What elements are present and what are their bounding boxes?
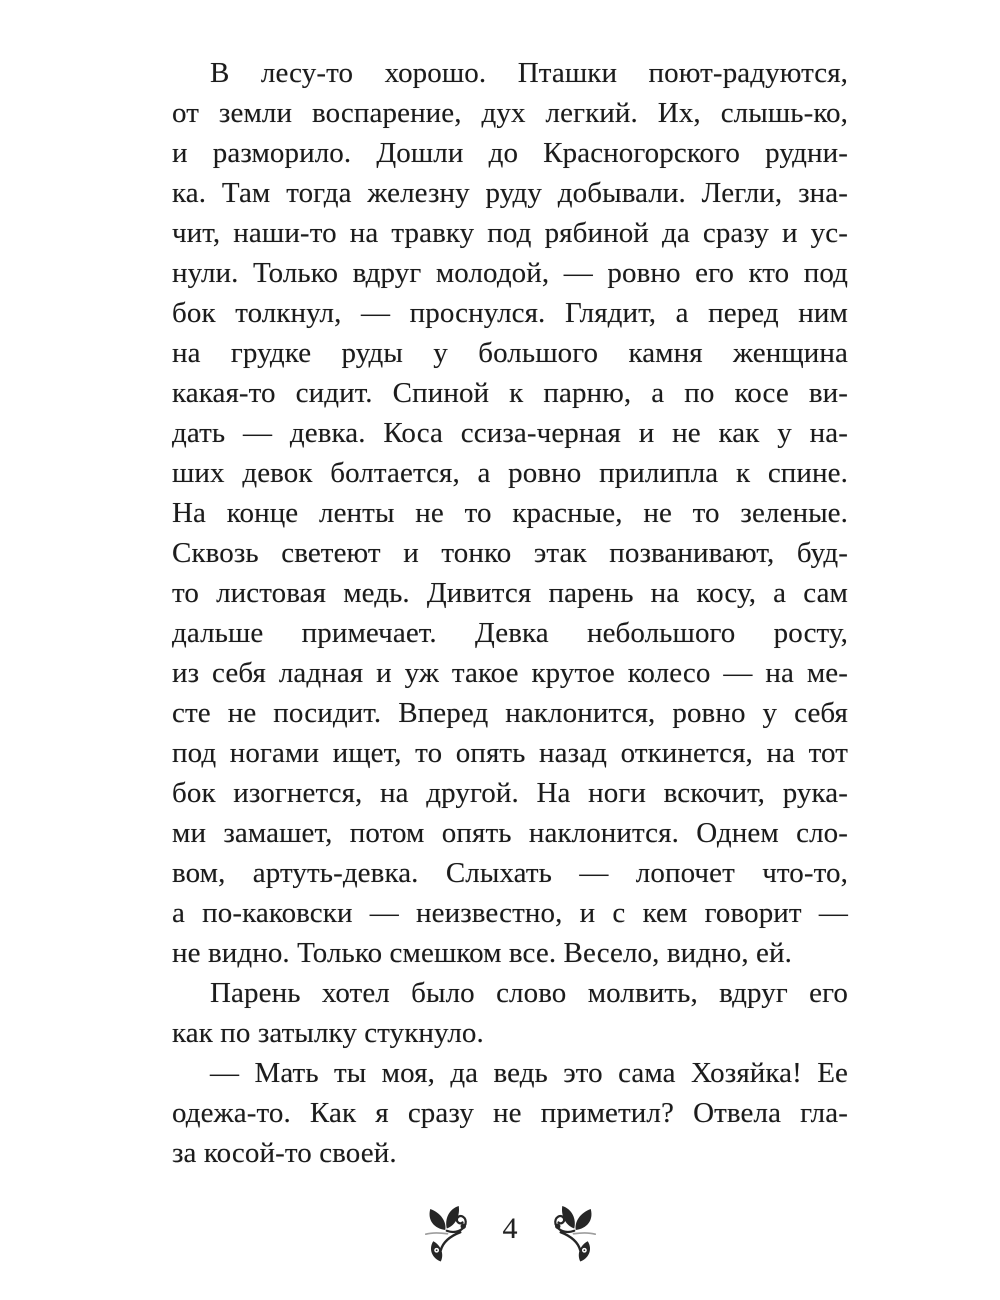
text-line: вом, артуть-девка. Слыхать — лопочет что-то, (172, 857, 848, 889)
text-line: Сквозь светеют и тонко этак позванивают, буд- (172, 537, 848, 569)
text-line: бок изогнется, на другой. На ноги вскочит, рука- (172, 777, 848, 809)
floral-fleuron-left-icon (425, 1202, 473, 1264)
paragraph (172, 1053, 848, 1173)
text-line: — Мать ты моя, да ведь это сама Хозяйка! Ее (210, 1057, 848, 1089)
paragraph (172, 53, 848, 973)
text-line: от земли воспарение, дух легкий. Их, слышь-ко, (172, 97, 848, 129)
text-line: На конце ленты не то красные, не то зеленые. (172, 497, 848, 529)
text-line: на грудке руды у большого камня женщина (172, 337, 848, 369)
text-line: В лесу-то хорошо. Пташки поют-радуются, (210, 57, 848, 89)
text-line: ми замашет, потом опять наклонится. Однем сло- (172, 817, 848, 849)
page-text (172, 53, 848, 1173)
text-line: дать — девка. Коса ссиза-черная и не как у на- (172, 417, 848, 449)
text-line: ших девок болтается, а ровно прилипла к спине. (172, 457, 848, 489)
text-line: за косой-то своей. (172, 1137, 397, 1169)
text-line: и разморило. Дошли до Красногорского рудни- (172, 137, 848, 169)
text-line: сте не посидит. Вперед наклонится, ровно у себя (172, 697, 848, 729)
text-line: ка. Там тогда железну руду добывали. Легли, зна- (172, 177, 848, 209)
text-line: бок толкнул, — проснулся. Глядит, а перед ним (172, 297, 848, 329)
paragraph (172, 973, 848, 1053)
text-line: дальше примечает. Девка небольшого росту, (172, 617, 848, 649)
text-line: под ногами ищет, то опять назад откинется, на тот (172, 737, 848, 769)
text-line: из себя ладная и уж такое крутое колесо — на ме- (172, 657, 848, 689)
text-line: Парень хотел было слово молвить, вдруг его (210, 977, 848, 1009)
floral-fleuron-right-icon (548, 1202, 596, 1264)
text-line: не видно. Только смешком все. Весело, видно, ей. (172, 937, 792, 969)
page-footer (172, 1198, 848, 1268)
page-number: 4 (502, 1212, 518, 1245)
text-line: одежа-то. Как я сразу не приметил? Отвела гла- (172, 1097, 848, 1129)
text-line: какая-то сидит. Спиной к парню, а по косе ви- (172, 377, 848, 409)
text-line: то листовая медь. Дивится парень на косу, а сам (172, 577, 848, 609)
text-line: а по-каковски — неизвестно, и с кем говорит — (172, 897, 848, 929)
text-line: нули. Только вдруг молодой, — ровно его кто под (172, 257, 848, 289)
text-line: как по затылку стукнуло. (172, 1017, 484, 1049)
text-line: чит, наши-то на травку под рябиной да сразу и ус- (172, 217, 848, 249)
